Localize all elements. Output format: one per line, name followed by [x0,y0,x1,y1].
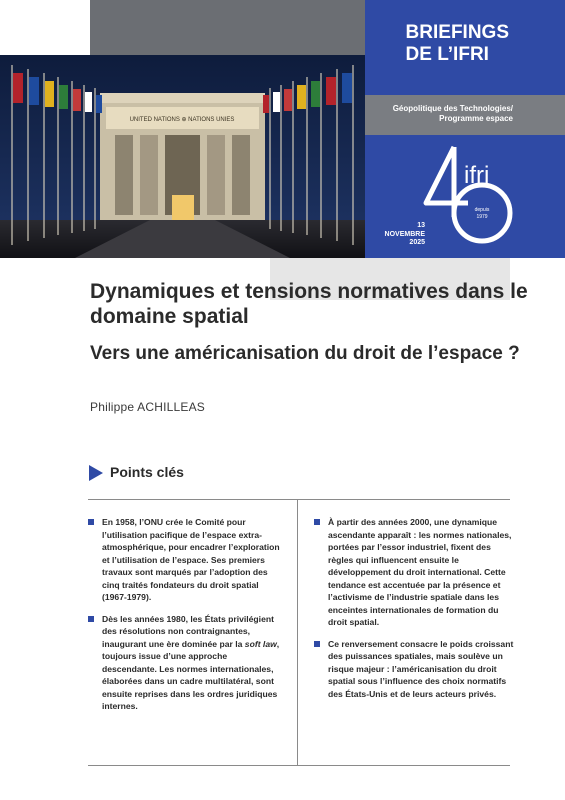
date-year: 2025 [409,239,425,246]
ifri-40-logo [420,145,520,250]
key-point-item [88,613,280,713]
logo-since-label: depuis [474,207,490,213]
building-sign: UNITED NATIONS ⊕ NATIONS UNIES [129,117,235,123]
page-subtitle: Vers une américanisation du droit de l’espace ? [90,343,520,364]
author-name: Philippe ACHILLEAS [90,400,205,414]
publication-date [370,222,425,248]
logo-word: ifri [464,162,490,189]
date-month: NOVEMBRE [384,230,425,238]
square-bullet-icon [88,519,94,525]
page-title: Dynamiques et tensions normatives dans le domaine spatial [90,280,528,328]
key-point-item [88,516,280,604]
divider-column [297,499,298,765]
key-point-text-part: Dès les années 1980, les États privilégient des résolutions non contraignantes, inaugurant une ère dominée par la [102,613,274,649]
square-bullet-icon [314,519,320,525]
key-point-text: Ce renversement consacre le poids croissant des puissances spatiales, mais soulève un risque majeur : l’américanisation du droit spatial sous l’influence des choix normatifs des États-Unis et de leurs acteurs privés. [328,638,514,699]
date-day: 13 [417,222,425,229]
series-line-1: Géopolitique des Technologies/ [392,104,513,113]
divider-bottom [88,765,510,766]
series-label [343,104,513,124]
logo-since-year: 1979 [476,214,488,220]
square-bullet-icon [88,616,94,622]
key-point-text-part: , toujours issue d’une approche descendante. Les normes internationales, élaborées dans un cadre multilatéral, sont ensuite reprises dans les ordres juridiques internes. [102,638,280,711]
key-points-left-column [88,516,280,722]
key-points-heading: Points clés [110,464,184,480]
key-point-text: En 1958, l’ONU crée le Comité pour l’utilisation pacifique de l’espace extra-atmosphérique, pour encadrer l’exploration et l’utilisation de l’espace. Ses premiers travaux sont marqués par l’adoption des cinq traités fondateurs du droit spatial (1967-1979). [102,517,280,602]
key-point-text: À partir des années 2000, une dynamique ascendante apparaît : les normes nationales, portées par l’essor industriel, fixent des règles qui influencent ensuite le développement du droit international. Cette tendance est accentuée par la présence et l’activisme de l’industrie spatiale dans les enceintes internationales de formation du droit spatial. [328,517,512,627]
header-grey-band [90,0,365,55]
divider-top [88,499,510,500]
series-line-2: Programme espace [439,114,513,123]
brand-line-2: DE L’IFRI [405,44,489,65]
series-brand-title [406,22,509,66]
cover-photo [0,55,365,258]
key-points-right-column [314,516,514,709]
square-bullet-icon [314,641,320,647]
brand-line-1: BRIEFINGS [405,22,509,43]
key-point-item [314,638,514,701]
key-point-emphasis: soft law [244,638,277,649]
triangle-arrow-icon [88,464,104,482]
key-point-item [314,516,514,629]
